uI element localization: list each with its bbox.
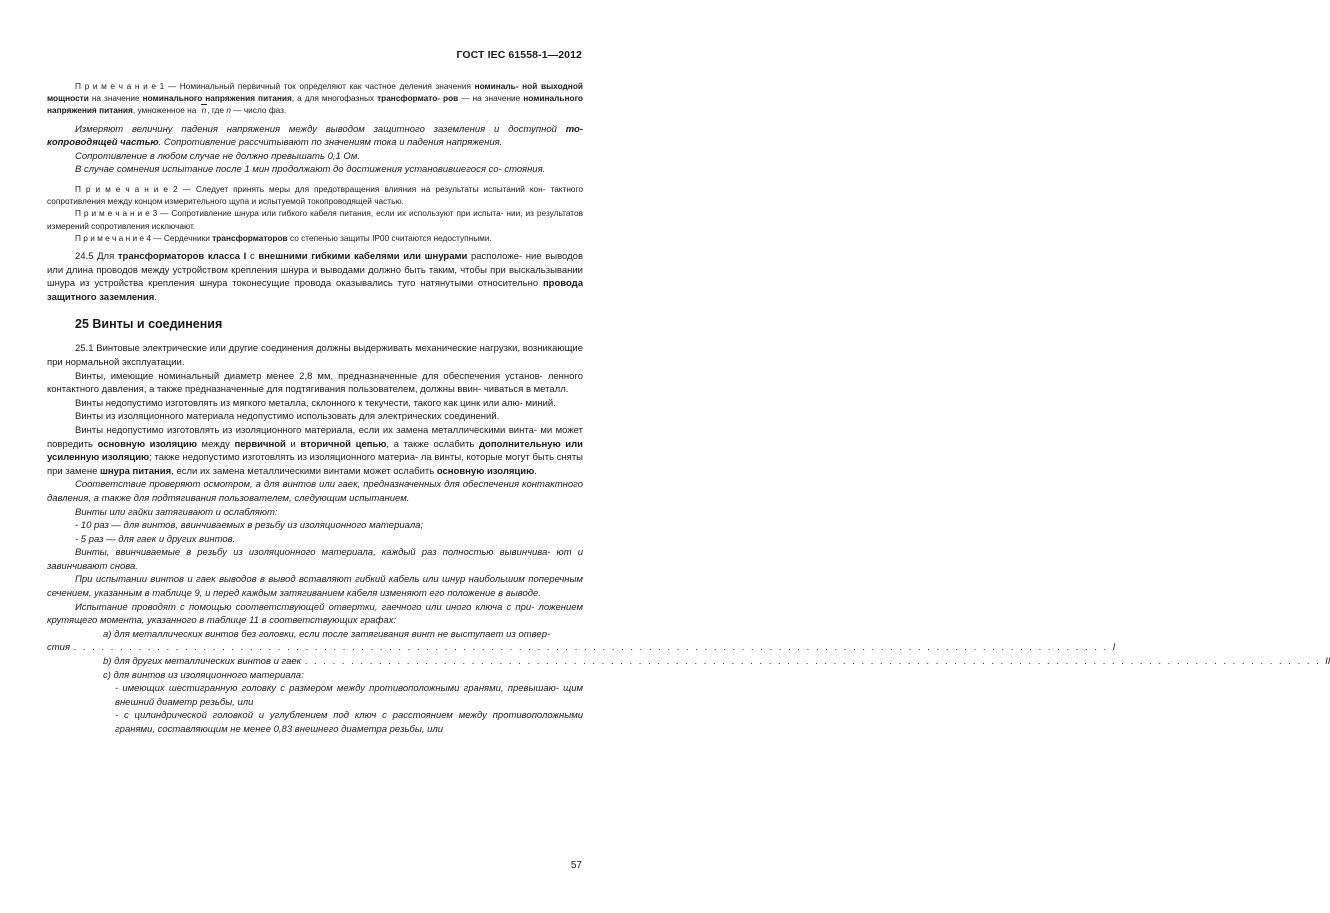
item-b-leader: b) для других металлических винтов и гаек . . . . . . . . . . . . . . . . . . . . . . . . . . . . . . . . . . . . . . . . . . . . . . . . . . . . . . . . . . . . . . . . . . . . . . . . . . . . . . . . . . . . . . . . . . . . . . . . . . . . . . . . . . . . . . II	[103, 656, 1330, 668]
note-2: П р и м е ч а н и е 2 — Следует принять меры для предотвращения влияния на результаты испытаний кон- тактного сопротивления между концом измерительного щупа и испытуемой токопроводящей частью.	[47, 183, 583, 207]
standard-header: ГОСТ IEC 61558-1—2012	[456, 49, 582, 61]
paragraph-resistance: Сопротивление в любом случае не должно превышать 0,1 Ом.	[75, 150, 360, 162]
paragraph-soft-metal: Винты недопустимо изготовлять из мягкого металла, склонного к текучести, такого как цинк или алю- миний.	[75, 397, 556, 409]
item-a-line: а) для металлических винтов без головки, если после затягивания винт не выступает из отвер-	[103, 628, 551, 640]
paragraph-cable-test: При испытании винтов и гаек выводов в вывод вставляют гибкий кабель или шнур наибольшим поперечным сечением, указанным в таблице 9, и перед каждым затягиванием кабеля изменяют его положение в выводе.	[47, 574, 583, 600]
item-c-cylinder: - с цилиндрической головкой и углублением под ключ с расстоянием между противоположными гранями, составляющим не менее 0,83 внешнего диаметра резьбы, или	[115, 710, 583, 735]
page-number: 57	[570, 860, 582, 871]
item-c: c) для винтов из изоляционного материала:	[103, 669, 304, 681]
dot-leader: . . . . . . . . . . . . . . . . . . . . . . . . . . . . . . . . . . . . . . . . . . . . . . . . . . . . . . . . . . . . . . . . . . . . . . . . . . . . . . . . . . . . . . . . . . . . . . . . . . . . . . . . . . . . . . . .	[74, 642, 1109, 654]
list-item-10-times: - 10 раз — для винтов, ввинчиваемых в резьбу из изоляционного материала;	[75, 520, 424, 532]
paragraph-tighten: Винты или гайки затягивают и ослабляют:	[75, 506, 278, 518]
paragraph-torque: Испытание проводят с помощью соответствующей отвертки, гаечного или иного ключа с при- ложением крутящего момента, указанного в таблице 11 в соответствующих графах:	[47, 601, 583, 627]
page-content	[47, 80, 1330, 737]
item-c-hex: - имеющих шестигранную головку с размером между противоположными гранями, превышаю- щим внешний диаметр резьбы, или	[115, 683, 583, 708]
column-number-I: I	[1112, 642, 1116, 654]
paragraph-doubt: В случае сомнения испытание после 1 мин продолжают до достижения установившегося со- стояния.	[75, 164, 546, 176]
note-3: П р и м е ч а н и е 3 — Сопротивление шнура или гибкого кабеля питания, если их используют при испыта- нии, из результатов измерений сопротивления исключают.	[47, 208, 583, 231]
item-a-leader: стия . . . . . . . . . . . . . . . . . . . . . . . . . . . . . . . . . . . . . . . . . . . . . . . . . . . . . . . . . . . . . . . . . . . . . . . . . . . . . . . . . . . . . . . . . . . . . . . . . . . . . . . . . . . . . . . . I	[47, 642, 1116, 654]
paragraph-screw-diameter: Винты, имеющие номинальный диаметр менее 2,8 мм, предназначенные для обеспечения установ- ленного контактного давления, а также предназначенные для подтягивания пользователем, должны ввин- чиваться в металл.	[47, 370, 583, 396]
paragraph-unscrew: Винты, ввинчиваемые в резьбу из изоляционного материала, каждый раз полностью вывинчива- ют и завинчивают снова.	[47, 547, 583, 572]
paragraph-measure: Измеряют величину падения напряжения между выводом защитного заземления и доступной то- копроводящей частью. Сопротивление рассчитывают по значениям тока и падения напряжения.	[47, 123, 583, 149]
dot-leader: . . . . . . . . . . . . . . . . . . . . . . . . . . . . . . . . . . . . . . . . . . . . . . . . . . . . . . . . . . . . . . . . . . . . . . . . . . . . . . . . . . . . . . . . . . . . . . . . . . . . . . . . . . . . . .	[305, 656, 1322, 668]
section-title: 25 Винты и соединения	[75, 317, 223, 332]
paragraph-compliance: Соответствие проверяют осмотром, а для винтов или гаек, предназначенных для обеспечения контактного давления, а также для подтягивания пользователем, следующим испытанием.	[47, 479, 583, 504]
note-4: П р и м е ч а н и е 4 — Сердечники трансформаторов со степенью защиты IP00 считаются недоступными.	[75, 232, 492, 243]
clause-24-5: 24.5 Для трансформаторов класса I с внешними гибкими кабелями или шнурами расположе- ние выводов или длина проводов между устройством крепления шнура и выводами должно быть таким, чтобы при выскальзывании шнура из устройства крепления шнура токонесущие провода оказывались туго натянутыми относительно провода защитного заземления.	[47, 251, 584, 303]
paragraph-replacement: Винты недопустимо изготовлять из изоляционного материала, если их замена металлическими винта- ми может повредить основную изоляцию между первичной и вторичной цепью, а также ослабить дополнительную или усиленную изоляцию; также недопустимо изготовлять из изоляционного материа- ла винты, которые могут быть сняты при замене шнура питания, если их замена металлическими винтами может ослабить основную изоляцию.	[47, 424, 584, 477]
paragraph-insulating-screws: Винты из изоляционного материала недопустимо использовать для электрических соединений.	[75, 411, 500, 423]
list-item-5-times: - 5 раз — для гаек и других винтов.	[75, 533, 236, 545]
clause-25-1: 25.1 Винтовые электрические или другие соединения должны выдерживать механические нагрузки, возникающие при нормальной эксплуатации.	[47, 343, 583, 368]
column-number-II: II	[1325, 656, 1330, 668]
sqrt-n: n	[201, 105, 207, 116]
note-1: П р и м е ч а н и е 1 — Номинальный первичный ток определяют как частное деления значения номиналь- ной выходной мощности на значение номинального напряжения питания, а для многофазных трансформато- ров — на значение номинального напряжения питания, умноженное на n, где n — число фаз.	[47, 81, 583, 116]
